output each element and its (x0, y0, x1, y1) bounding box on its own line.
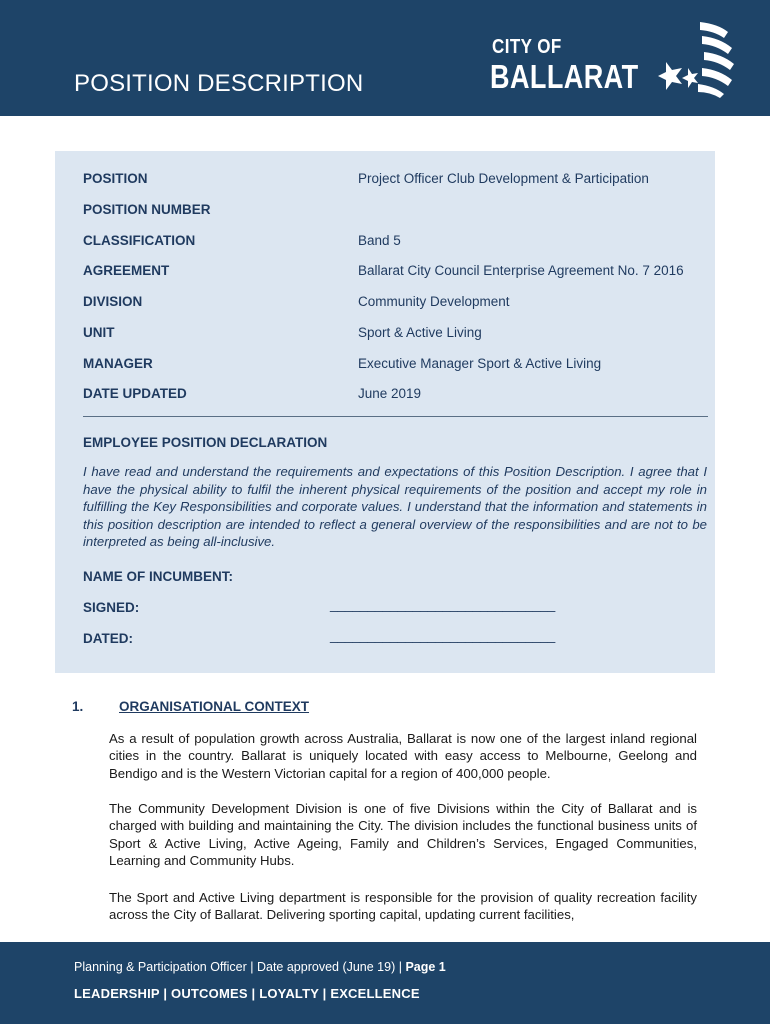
declaration-title: EMPLOYEE POSITION DECLARATION (83, 435, 328, 450)
footer-document-info (74, 960, 446, 974)
detail-value: Sport & Active Living (358, 325, 482, 340)
detail-value: Ballarat City Council Enterprise Agreement No. 7 2016 (358, 263, 684, 278)
detail-value: Community Development (358, 294, 510, 309)
footer-page-number: Page 1 (405, 960, 446, 974)
detail-value: Project Officer Club Development & Participation (358, 171, 649, 186)
footer-document-label: Planning & Participation Officer | Date approved (June 19) | (74, 960, 406, 974)
body-paragraph: The Sport and Active Living department is responsible for the provision of quality recreation facility across the City of Ballarat. Delivering sporting capital, updating current facilities, (109, 890, 697, 923)
logo-line-ballarat: BALLARAT (490, 58, 639, 95)
detail-value: June 2019 (358, 386, 422, 401)
incumbent-name-label: NAME OF INCUMBENT: (83, 569, 233, 584)
detail-label: CLASSIFICATION (83, 233, 196, 248)
signed-label: SIGNED: (83, 600, 140, 615)
city-of-ballarat-logo (490, 18, 740, 100)
detail-label: UNIT (83, 325, 115, 340)
section-title: ORGANISATIONAL CONTEXT (119, 699, 310, 714)
dated-label: DATED: (83, 631, 133, 646)
detail-label: POSITION NUMBER (83, 202, 211, 217)
position-details-box (55, 151, 715, 673)
signature-line[interactable]: ______________________________ (330, 597, 556, 612)
detail-value: Band 5 (358, 233, 401, 248)
body-paragraph: As a result of population growth across Australia, Ballarat is now one of the largest inland regional cities in the country. Ballarat is uniquely located with easy access to Melbourne, Geelong and Bendigo and is the Western Victorian capital for a region of 400,000 people. (109, 731, 697, 781)
logo-line-city-of: CITY OF (492, 36, 562, 58)
detail-label: DATE UPDATED (83, 386, 187, 401)
ballarat-star-flag-icon (658, 18, 738, 100)
detail-value: Executive Manager Sport & Active Living (358, 356, 602, 371)
detail-label: MANAGER (83, 356, 153, 371)
declaration-text: I have read and understand the requirements and expectations of this Position Description. I agree that I have the physical ability to fulfil the inherent physical requirements of the position and accept my role in fulfilling the Key Responsibilities and corporate values. I understand that the information and statements in this position description are intended to reflect a general overview of the responsibilities and are not to be interpreted as being all-inclusive. (83, 464, 707, 549)
detail-label: DIVISION (83, 294, 143, 309)
footer-values: LEADERSHIP | OUTCOMES | LOYALTY | EXCELLENCE (74, 986, 420, 1001)
detail-label: POSITION (83, 171, 148, 186)
section-divider (83, 416, 708, 417)
page-header (0, 0, 770, 116)
date-line[interactable]: ______________________________ (330, 628, 556, 643)
section-number: 1. (72, 699, 84, 714)
page-footer (0, 942, 770, 1024)
document-title: POSITION DESCRIPTION (74, 70, 364, 97)
body-paragraph: The Community Development Division is one of five Divisions within the City of Ballarat and is charged with building and maintaining the City. The division includes the functional business units of Sport & Active Living, Active Ageing, Family and Children’s Services, Engaged Communities, Learning and Community Hubs. (109, 801, 697, 868)
detail-label: AGREEMENT (83, 263, 170, 278)
